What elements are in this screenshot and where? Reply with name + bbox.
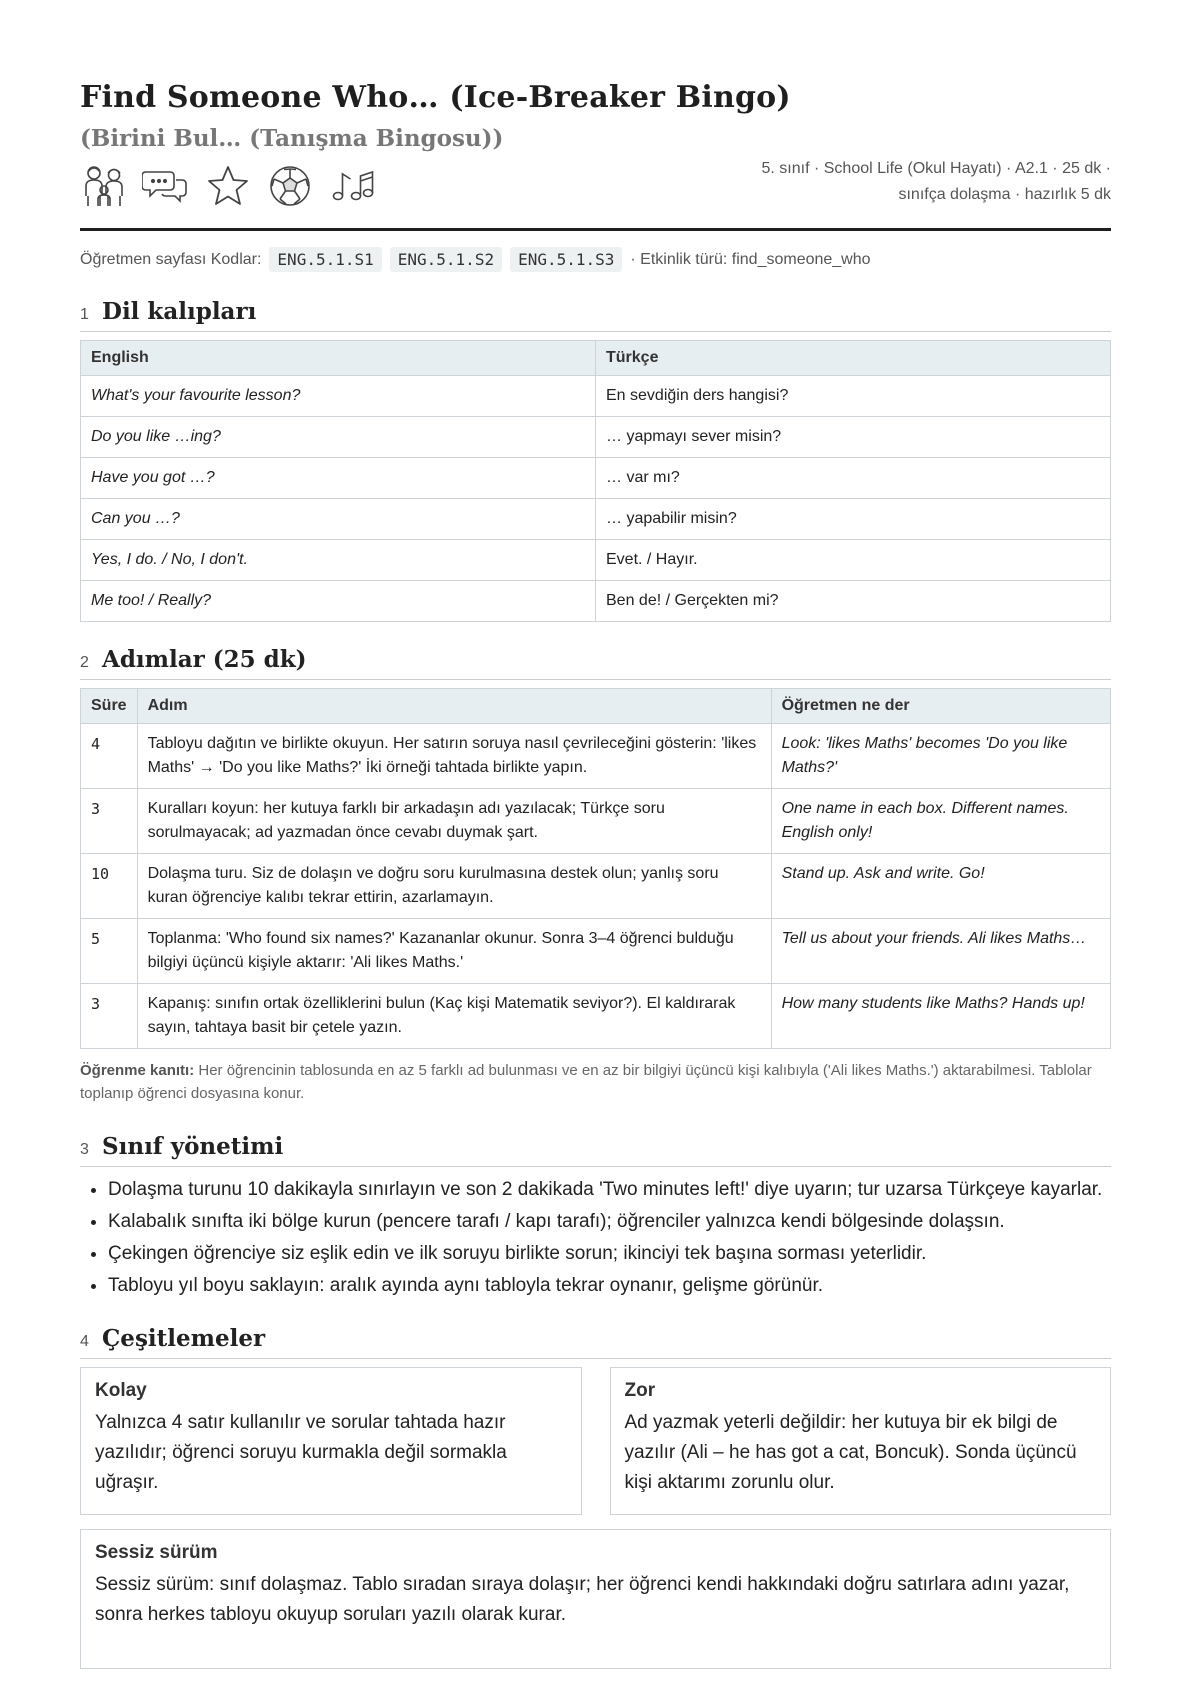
table-header-row	[81, 341, 1111, 376]
steps-table	[80, 688, 1111, 1049]
language-patterns-table	[80, 340, 1111, 622]
activity-type: · Etkinlik türü: find_someone_who	[630, 250, 871, 268]
evidence-text: Her öğrencinin tablosunda en az 5 farklı ad bulunması ve en az bir bilgiyi üçüncü kişi kalıbıyla ('Ali likes Maths.') aktarabilmesi. Tablolar toplanıp öğrenci dosyasına konur.	[80, 1062, 1092, 1102]
easy-variant-text: Yalnızca 4 satır kullanılır ve sorular tahtada hazır yazılıdır; öğrenci soruyu kurmakla değil sormakla uğraşır.	[95, 1412, 507, 1493]
column-header-duration: Süre	[81, 689, 138, 724]
table-row	[81, 417, 1111, 458]
silent-variant-text: Sessiz sürüm: sınıf dolaşmaz. Tablo sıradan sıraya dolaşır; her öğrenci kendi hakkındaki doğru satırlara adını yazar, sonra herkes tabloyu okuyup soruları yazılı olarak kurar.	[95, 1574, 1070, 1625]
turkish-phrase: … yapmayı sever misin?	[596, 417, 1111, 458]
table-row	[81, 984, 1111, 1049]
turkish-phrase: … var mı?	[596, 458, 1111, 499]
teacher-says: How many students like Maths? Hands up!	[771, 984, 1110, 1049]
step-description: Toplanma: 'Who found six names?' Kazananlar okunur. Sonra 3–4 öğrenci bulduğu bilgiyi üçüncü kişiyle aktarır: 'Ali likes Maths.'	[137, 919, 771, 984]
section-title: Çeşitlemeler	[102, 1325, 266, 1352]
table-header-row	[81, 689, 1111, 724]
column-header-turkish: Türkçe	[596, 341, 1111, 376]
step-duration: 3	[81, 789, 138, 854]
table-row	[81, 581, 1111, 622]
english-phrase: Do you like …ing?	[81, 417, 596, 458]
star-icon	[204, 162, 252, 210]
people-group-icon	[80, 162, 128, 210]
step-duration: 3	[81, 984, 138, 1049]
column-header-teacher-says: Öğretmen ne der	[771, 689, 1110, 724]
step-description: Tabloyu dağıtın ve birlikte okuyun. Her satırın soruya nasıl çevrileceğini gösterin: 'likes Maths' → 'Do you like Maths?' İki örneği tahtada birlikte yapın.	[137, 724, 771, 789]
english-phrase: What's your favourite lesson?	[81, 376, 596, 417]
section-steps	[80, 646, 1111, 680]
turkish-phrase: En sevdiğin ders hangisi?	[596, 376, 1111, 417]
table-row	[81, 789, 1111, 854]
list-item: • Kalabalık sınıfta iki bölge kurun (pencere tarafı / kapı tarafı); öğrenciler yalnızca kendi bölgesinde dolaşsın.	[108, 1207, 1111, 1237]
meta-line-1: 5. sınıf · School Life (Okul Hayatı) · A2.1 · 25 dk ·	[761, 160, 1111, 177]
list-item: • Çekingen öğrenciye siz eşlik edin ve ilk soruyu birlikte sorun; ikinciyi tek başına sorması yeterlidir.	[108, 1239, 1111, 1269]
page-subtitle: (Birini Bul… (Tanışma Bingosu))	[80, 125, 504, 152]
section-number: 4	[80, 1333, 89, 1350]
column-header-step: Adım	[137, 689, 771, 724]
table-row	[81, 540, 1111, 581]
list-item: • Dolaşma turunu 10 dakikayla sınırlayın ve son 2 dakikada 'Two minutes left!' diye uyarın; tur uzarsa Türkçeye kayarlar.	[108, 1175, 1111, 1205]
list-item: • Tabloyu yıl boyu saklayın: aralık ayında aynı tabloyla tekrar oynanır, gelişme görünür.	[108, 1271, 1111, 1301]
column-header-english: English	[81, 341, 596, 376]
hard-variant-box	[610, 1367, 1112, 1515]
lesson-meta	[762, 156, 1111, 208]
turkish-phrase: Ben de! / Gerçekten mi?	[596, 581, 1111, 622]
section-number: 1	[80, 306, 89, 323]
variations-row	[80, 1367, 1111, 1515]
step-description: Kuralları koyun: her kutuya farklı bir arkadaşın adı yazılacak; Türkçe soru sorulmayacak; ad yazmadan önce cevabı duymak şart.	[137, 789, 771, 854]
section-title: Sınıf yönetimi	[102, 1133, 284, 1160]
english-phrase: Can you …?	[81, 499, 596, 540]
silent-variant-title: Sessiz sürüm	[95, 1542, 218, 1563]
teacher-says: One name in each box. Different names. English only!	[771, 789, 1110, 854]
silent-variant-box	[80, 1529, 1111, 1669]
page-title: Find Someone Who… (Ice-Breaker Bingo)	[80, 80, 791, 115]
speech-bubbles-icon	[142, 162, 190, 210]
table-row	[81, 499, 1111, 540]
soccer-ball-icon	[266, 162, 314, 210]
step-description: Kapanış: sınıfın ortak özelliklerini bulun (Kaç kişi Matematik seviyor?). El kaldırarak sayın, tahtaya basit bir çetele yazın.	[137, 984, 771, 1049]
meta-line-2: sınıfça dolaşma · hazırlık 5 dk	[898, 186, 1111, 203]
management-list	[80, 1175, 1111, 1301]
code-badge: ENG.5.1.S3	[510, 247, 622, 272]
teacher-says: Stand up. Ask and write. Go!	[771, 854, 1110, 919]
section-classroom-management	[80, 1133, 1111, 1167]
english-phrase: Yes, I do. / No, I don't.	[81, 540, 596, 581]
hard-variant-title: Zor	[624, 1380, 656, 1401]
english-phrase: Me too! / Really?	[81, 581, 596, 622]
step-duration: 4	[81, 724, 138, 789]
easy-variant-title: Kolay	[95, 1380, 147, 1401]
section-language-patterns	[80, 298, 1111, 332]
codes-line	[80, 247, 1111, 272]
evidence-label: Öğrenme kanıtı:	[80, 1062, 195, 1079]
header-row	[80, 162, 1111, 210]
turkish-phrase: Evet. / Hayır.	[596, 540, 1111, 581]
table-row	[81, 854, 1111, 919]
learning-evidence	[80, 1059, 1111, 1105]
step-duration: 10	[81, 854, 138, 919]
table-row	[81, 724, 1111, 789]
section-number: 3	[80, 1141, 89, 1158]
section-variations	[80, 1325, 1111, 1359]
music-notes-icon	[328, 162, 376, 210]
section-title: Dil kalıpları	[102, 298, 257, 325]
table-row	[81, 919, 1111, 984]
code-badge: ENG.5.1.S1	[269, 247, 381, 272]
section-number: 2	[80, 654, 89, 671]
table-row	[81, 458, 1111, 499]
header-divider	[80, 228, 1111, 231]
hard-variant-text: Ad yazmak yeterli değildir: her kutuya bir ek bilgi de yazılır (Ali – he has got a cat, Boncuk). Sonda üçüncü kişi aktarımı zorunlu olur.	[624, 1412, 1077, 1493]
icon-strip	[80, 162, 376, 210]
section-title: Adımlar (25 dk)	[102, 646, 307, 673]
codes-prefix: Öğretmen sayfası Kodlar:	[80, 250, 262, 268]
step-description: Dolaşma turu. Siz de dolaşın ve doğru soru kurulmasına destek olun; yanlış soru kuran öğrenciye kalıbı tekrar ettirin, azarlamayın.	[137, 854, 771, 919]
code-badge: ENG.5.1.S2	[390, 247, 502, 272]
english-phrase: Have you got …?	[81, 458, 596, 499]
easy-variant-box	[80, 1367, 582, 1515]
step-duration: 5	[81, 919, 138, 984]
table-row	[81, 376, 1111, 417]
turkish-phrase: … yapabilir misin?	[596, 499, 1111, 540]
teacher-says: Tell us about your friends. Ali likes Maths…	[771, 919, 1110, 984]
teacher-says: Look: 'likes Maths' becomes 'Do you like Maths?'	[771, 724, 1110, 789]
